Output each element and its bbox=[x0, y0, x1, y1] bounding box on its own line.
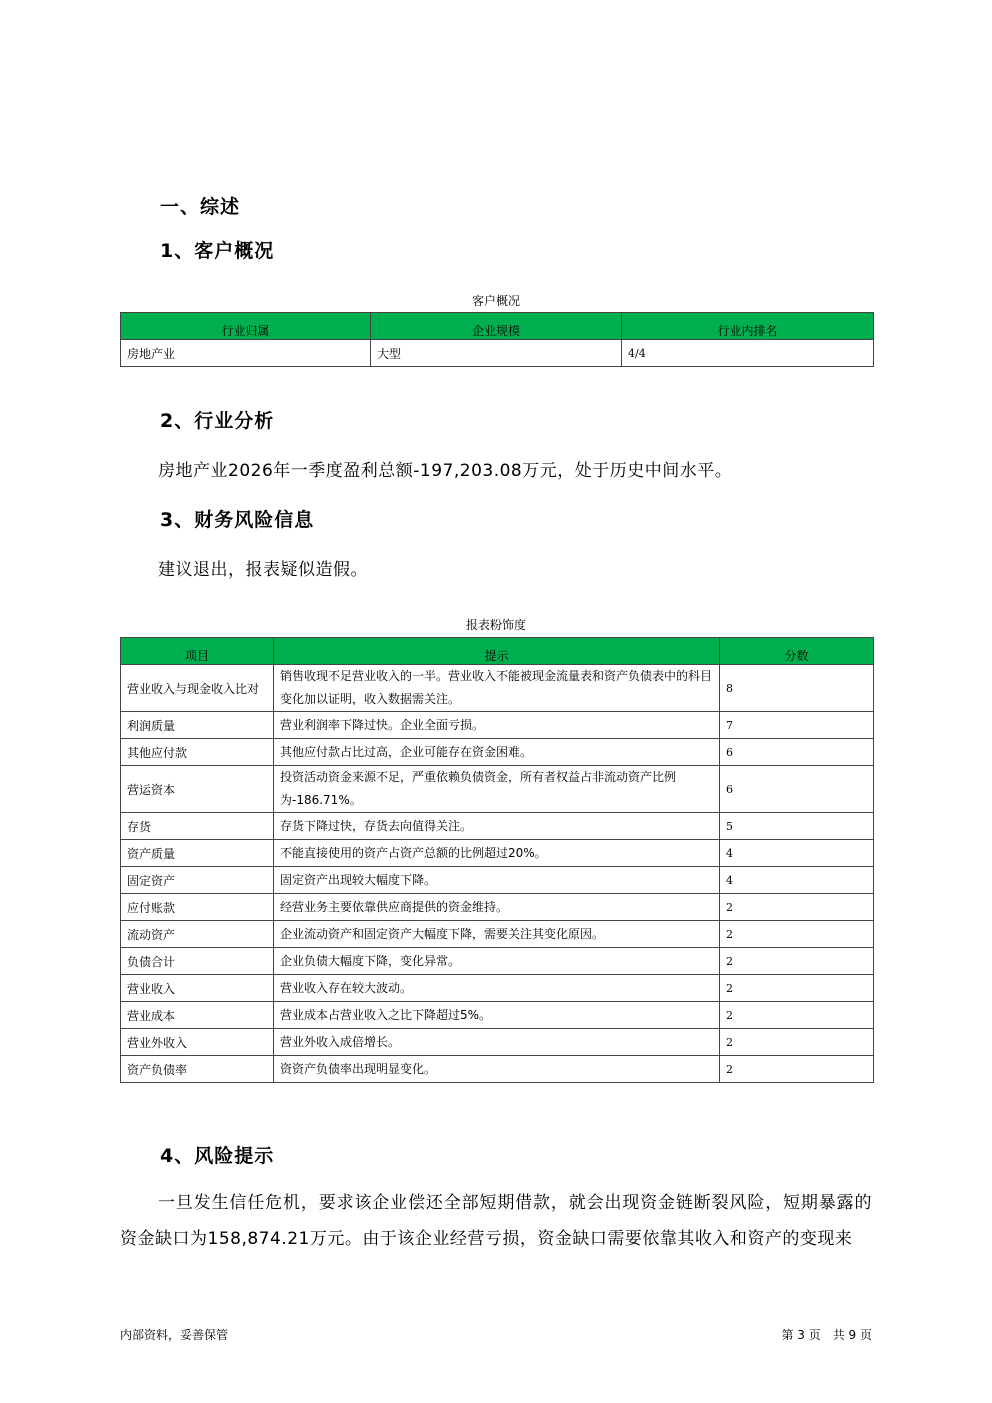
cell-item: 营运资本 bbox=[121, 766, 274, 813]
cell-item: 营业收入 bbox=[121, 975, 274, 1002]
table-caption-window-dressing: 报表粉饰度 bbox=[465, 618, 526, 632]
cell-rank: 4/4 bbox=[622, 340, 874, 367]
industry-analysis-text: 房地产业2026年一季度盈利总额-197,203.08万元，处于历史中间水平。 bbox=[158, 461, 733, 481]
cell-score: 2 bbox=[720, 894, 874, 921]
cell-score: 2 bbox=[720, 948, 874, 975]
section-heading-overview: 一、综述 bbox=[160, 196, 241, 218]
table-row bbox=[121, 975, 874, 1002]
heading-financial-risk: 3、财务风险信息 bbox=[160, 509, 315, 531]
cell-hint: 营业外收入成倍增长。 bbox=[274, 1029, 720, 1056]
cell-item: 营业外收入 bbox=[121, 1029, 274, 1056]
table-row bbox=[121, 340, 874, 367]
cell-score: 6 bbox=[720, 766, 874, 813]
cell-item: 流动资产 bbox=[121, 921, 274, 948]
cell-score: 2 bbox=[720, 1002, 874, 1029]
cell-hint: 销售收现不足营业收入的一半。营业收入不能被现金流量表和资产负债表中的科目变化加以证明，收入数据需关注。 bbox=[274, 665, 720, 712]
cell-item: 资产质量 bbox=[121, 840, 274, 867]
cell-industry: 房地产业 bbox=[121, 340, 371, 367]
cell-hint: 营业收入存在较大波动。 bbox=[274, 975, 720, 1002]
cell-item: 利润质量 bbox=[121, 712, 274, 739]
col-header-item: 项目 bbox=[121, 638, 274, 665]
heading-industry-analysis: 2、行业分析 bbox=[160, 410, 275, 432]
table-row bbox=[121, 739, 874, 766]
heading-risk-warning: 4、风险提示 bbox=[160, 1145, 275, 1167]
cell-item: 固定资产 bbox=[121, 867, 274, 894]
cell-score: 4 bbox=[720, 867, 874, 894]
col-header-hint: 提示 bbox=[274, 638, 720, 665]
cell-hint: 其他应付款占比过高，企业可能存在资金困难。 bbox=[274, 739, 720, 766]
cell-score: 2 bbox=[720, 921, 874, 948]
cell-score: 2 bbox=[720, 1056, 874, 1083]
col-header-rank: 行业内排名 bbox=[622, 313, 874, 340]
cell-score: 8 bbox=[720, 665, 874, 712]
table-row bbox=[121, 867, 874, 894]
table-row bbox=[121, 665, 874, 712]
footer-page-number: 第 3 页 共 9 页 bbox=[781, 1328, 872, 1342]
table-caption-customer-overview: 客户概况 bbox=[471, 294, 520, 308]
table-row bbox=[121, 948, 874, 975]
cell-hint: 企业流动资产和固定资产大幅度下降，需要关注其变化原因。 bbox=[274, 921, 720, 948]
cell-hint: 投资活动资金来源不足，严重依赖负债资金，所有者权益占非流动资产比例为-186.71%。 bbox=[274, 766, 720, 813]
table-row bbox=[121, 840, 874, 867]
cell-scale: 大型 bbox=[371, 340, 622, 367]
footer-confidential: 内部资料，妥善保管 bbox=[120, 1328, 229, 1342]
window-dressing-table bbox=[120, 637, 874, 1083]
table-row bbox=[121, 1029, 874, 1056]
table-row bbox=[121, 921, 874, 948]
customer-overview-table bbox=[120, 312, 874, 367]
cell-score: 6 bbox=[720, 739, 874, 766]
financial-risk-text: 建议退出，报表疑似造假。 bbox=[158, 560, 368, 580]
table-row bbox=[121, 766, 874, 813]
table-header-row bbox=[121, 638, 874, 665]
cell-hint: 经营业务主要依靠供应商提供的资金维持。 bbox=[274, 894, 720, 921]
cell-hint: 企业负债大幅度下降，变化异常。 bbox=[274, 948, 720, 975]
table-header-row bbox=[121, 313, 874, 340]
table-row bbox=[121, 1002, 874, 1029]
cell-item: 存货 bbox=[121, 813, 274, 840]
cell-hint: 存货下降过快，存货去向值得关注。 bbox=[274, 813, 720, 840]
heading-customer-overview: 1、客户概况 bbox=[160, 240, 275, 262]
cell-item: 营业成本 bbox=[121, 1002, 274, 1029]
col-header-industry: 行业归属 bbox=[121, 313, 371, 340]
cell-hint: 固定资产出现较大幅度下降。 bbox=[274, 867, 720, 894]
cell-score: 2 bbox=[720, 975, 874, 1002]
cell-hint: 营业利润率下降过快。企业全面亏损。 bbox=[274, 712, 720, 739]
cell-item: 应付账款 bbox=[121, 894, 274, 921]
cell-item: 负债合计 bbox=[121, 948, 274, 975]
col-header-scale: 企业规模 bbox=[371, 313, 622, 340]
cell-item: 其他应付款 bbox=[121, 739, 274, 766]
cell-hint: 资资产负债率出现明显变化。 bbox=[274, 1056, 720, 1083]
cell-item: 营业收入与现金收入比对 bbox=[121, 665, 274, 712]
cell-score: 5 bbox=[720, 813, 874, 840]
table-row bbox=[121, 712, 874, 739]
table-row bbox=[121, 813, 874, 840]
risk-warning-text: 一旦发生信任危机，要求该企业偿还全部短期借款，就会出现资金链断裂风险，短期暴露的资金缺口为158,874.21万元。由于该企业经营亏损，资金缺口需要依靠其收入和资产的变现来 bbox=[120, 1193, 872, 1249]
cell-item: 资产负债率 bbox=[121, 1056, 274, 1083]
cell-score: 2 bbox=[720, 1029, 874, 1056]
cell-score: 7 bbox=[720, 712, 874, 739]
col-header-score: 分数 bbox=[720, 638, 874, 665]
cell-hint: 不能直接使用的资产占资产总额的比例超过20%。 bbox=[274, 840, 720, 867]
cell-hint: 营业成本占营业收入之比下降超过5%。 bbox=[274, 1002, 720, 1029]
cell-score: 4 bbox=[720, 840, 874, 867]
table-row bbox=[121, 894, 874, 921]
table-row bbox=[121, 1056, 874, 1083]
